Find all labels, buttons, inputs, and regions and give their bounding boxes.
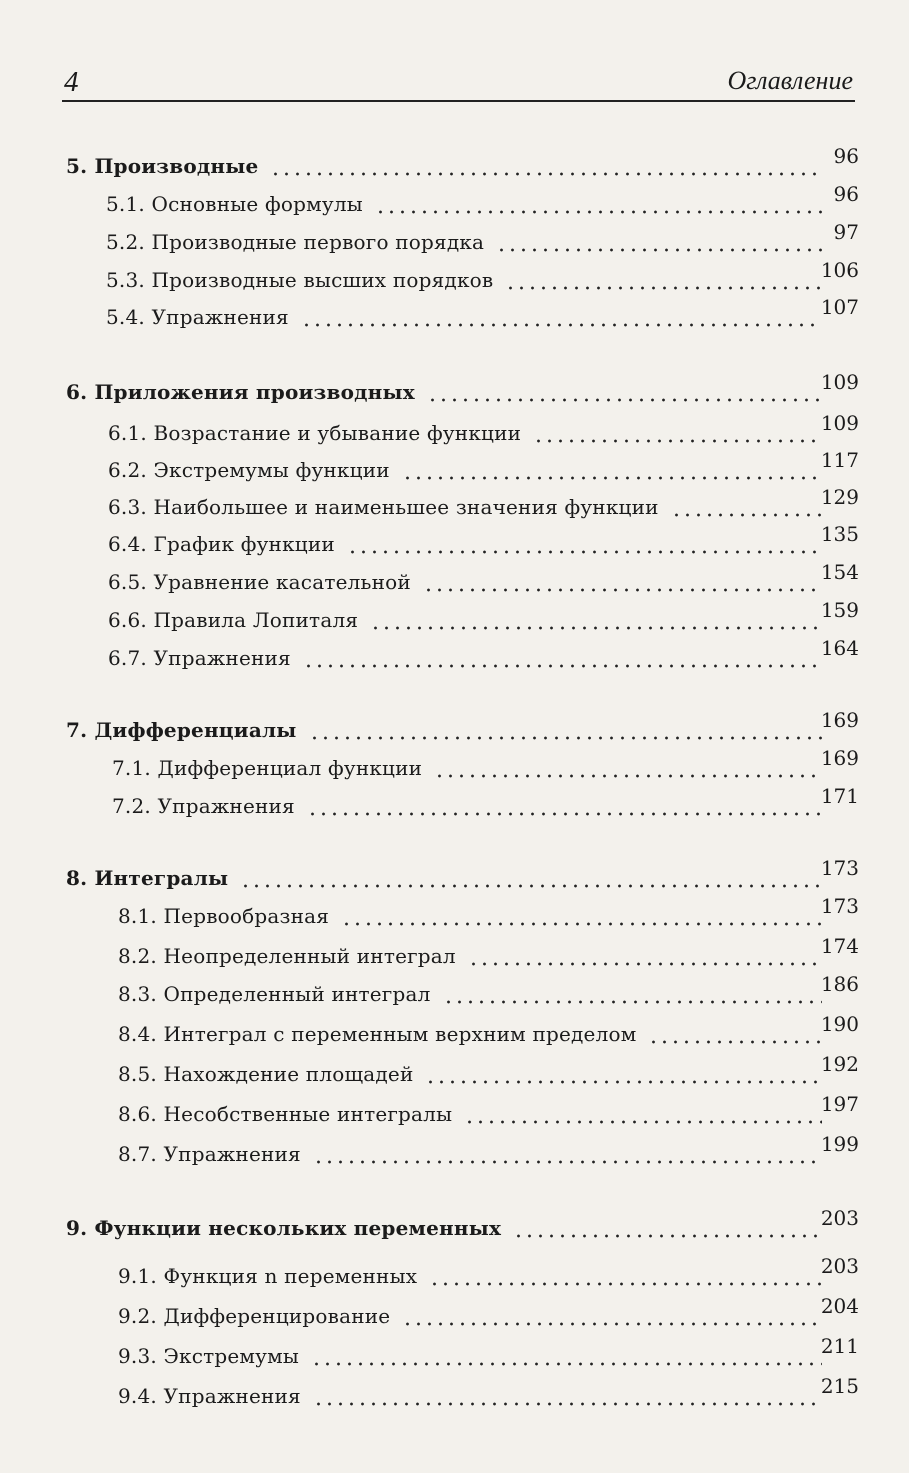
section-entry[interactable]	[0, 184, 909, 220]
page-ref: 107	[820, 295, 859, 319]
page-ref: 129	[820, 485, 859, 509]
dot-leader	[270, 172, 822, 176]
section-title: 8.7. Упражнения	[118, 1142, 301, 1166]
running-title: Оглавление	[727, 66, 853, 95]
dot-leader	[303, 664, 822, 668]
dot-leader	[347, 550, 822, 554]
section-entry[interactable]	[0, 600, 909, 636]
section-title: 5.4. Упражнения	[106, 305, 289, 329]
dot-leader	[341, 922, 822, 926]
page-ref: 96	[833, 182, 859, 206]
chapter-entry[interactable]	[0, 858, 909, 894]
dot-leader	[370, 626, 822, 630]
page-number: 4	[64, 66, 79, 98]
page-ref: 186	[820, 972, 859, 996]
page-ref: 215	[820, 1374, 859, 1398]
section-entry[interactable]	[0, 562, 909, 598]
dot-leader	[301, 323, 822, 327]
section-entry[interactable]	[0, 896, 909, 932]
page-ref: 106	[820, 258, 859, 282]
section-title: 6.3. Наибольшее и наименьшее значения функции	[108, 495, 659, 519]
chapter-entry[interactable]	[0, 710, 909, 746]
page-ref: 173	[820, 856, 859, 880]
dot-leader	[425, 1080, 822, 1084]
page-ref: 203	[820, 1206, 859, 1230]
chapter-title: 8. Интегралы	[66, 866, 229, 890]
section-entry[interactable]	[0, 1134, 909, 1170]
section-entry[interactable]	[0, 260, 909, 296]
dot-leader	[375, 210, 822, 214]
dot-leader	[311, 1362, 822, 1366]
dot-leader	[402, 1322, 822, 1326]
section-entry[interactable]	[0, 748, 909, 784]
page-ref: 97	[833, 220, 859, 244]
section-title: 6.7. Упражнения	[108, 646, 291, 670]
section-entry[interactable]	[0, 936, 909, 972]
section-title: 6.1. Возрастание и убывание функции	[108, 421, 522, 445]
dot-leader	[464, 1120, 822, 1124]
page-ref: 192	[820, 1052, 859, 1076]
section-entry[interactable]	[0, 487, 909, 523]
section-entry[interactable]	[0, 1014, 909, 1050]
dot-leader	[648, 1040, 822, 1044]
chapter-entry[interactable]	[0, 146, 909, 182]
dot-leader	[513, 1234, 822, 1238]
dot-leader	[468, 962, 822, 966]
section-entry[interactable]	[0, 1054, 909, 1090]
dot-leader	[434, 774, 822, 778]
section-title: 8.3. Определенный интеграл	[118, 982, 431, 1006]
dot-leader	[496, 248, 822, 252]
section-entry[interactable]	[0, 1256, 909, 1292]
page-ref: 159	[820, 598, 859, 622]
section-entry[interactable]	[0, 638, 909, 674]
section-title: 8.4. Интеграл с переменным верхним пределом	[118, 1022, 637, 1046]
page-ref: 197	[820, 1092, 859, 1116]
dot-leader	[429, 1282, 822, 1286]
page-ref: 211	[820, 1334, 859, 1358]
section-title: 9.4. Упражнения	[118, 1384, 301, 1408]
section-entry[interactable]	[0, 450, 909, 486]
section-title: 6.5. Уравнение касательной	[108, 570, 411, 594]
dot-leader	[427, 398, 822, 402]
section-title: 7.1. Дифференциал функции	[112, 756, 423, 780]
chapter-entry[interactable]	[0, 1208, 909, 1244]
section-entry[interactable]	[0, 297, 909, 333]
dot-leader	[423, 588, 822, 592]
dot-leader	[309, 736, 822, 740]
section-entry[interactable]	[0, 974, 909, 1010]
page-ref: 173	[820, 894, 859, 918]
dot-leader	[443, 1000, 822, 1004]
page-ref: 164	[820, 636, 859, 660]
section-entry[interactable]	[0, 786, 909, 822]
section-entry[interactable]	[0, 1094, 909, 1130]
dot-leader	[313, 1402, 822, 1406]
page-ref: 203	[820, 1254, 859, 1278]
dot-leader	[671, 513, 822, 517]
chapter-title: 6. Приложения производных	[66, 380, 415, 404]
dot-leader	[313, 1160, 822, 1164]
section-title: 5.3. Производные высших порядков	[106, 268, 494, 292]
page-ref: 174	[820, 934, 859, 958]
page-ref: 109	[820, 411, 859, 435]
section-title: 9.1. Функция n переменных	[118, 1264, 418, 1288]
section-title: 6.2. Экстремумы функции	[108, 458, 390, 482]
page-ref: 117	[820, 448, 859, 472]
dot-leader	[505, 286, 822, 290]
page-ref: 199	[820, 1132, 859, 1156]
page-ref: 154	[820, 560, 859, 584]
section-title: 5.2. Производные первого порядка	[106, 230, 485, 254]
section-title: 7.2. Упражнения	[112, 794, 295, 818]
page-ref: 96	[833, 144, 859, 168]
chapter-title: 7. Дифференциалы	[66, 718, 297, 742]
page-ref: 169	[820, 708, 859, 732]
section-entry[interactable]	[0, 1376, 909, 1412]
page-ref: 171	[820, 784, 859, 808]
section-title: 8.5. Нахождение площадей	[118, 1062, 414, 1086]
section-title: 8.1. Первообразная	[118, 904, 330, 928]
dot-leader	[402, 476, 822, 480]
page-ref: 109	[820, 370, 859, 394]
section-entry[interactable]	[0, 1336, 909, 1372]
section-title: 9.2. Дифференцирование	[118, 1304, 391, 1328]
section-entry[interactable]	[0, 413, 909, 449]
dot-leader	[240, 884, 822, 888]
dot-leader	[533, 439, 822, 443]
section-title: 6.6. Правила Лопиталя	[108, 608, 359, 632]
page-ref: 169	[820, 746, 859, 770]
section-title: 5.1. Основные формулы	[106, 192, 363, 216]
page-ref: 190	[820, 1012, 859, 1036]
dot-leader	[307, 812, 822, 816]
page-ref: 204	[820, 1294, 859, 1318]
section-entry[interactable]	[0, 1296, 909, 1332]
section-title: 8.2. Неопределенный интеграл	[118, 944, 456, 968]
section-entry[interactable]	[0, 524, 909, 560]
chapter-title: 5. Производные	[66, 154, 259, 178]
chapter-entry[interactable]	[0, 372, 909, 408]
page-ref: 135	[820, 522, 859, 546]
chapter-title: 9. Функции нескольких переменных	[66, 1216, 502, 1240]
section-title: 8.6. Несобственные интегралы	[118, 1102, 453, 1126]
section-title: 9.3. Экстремумы	[118, 1344, 300, 1368]
section-title: 6.4. График функции	[108, 532, 335, 556]
section-entry[interactable]	[0, 222, 909, 258]
